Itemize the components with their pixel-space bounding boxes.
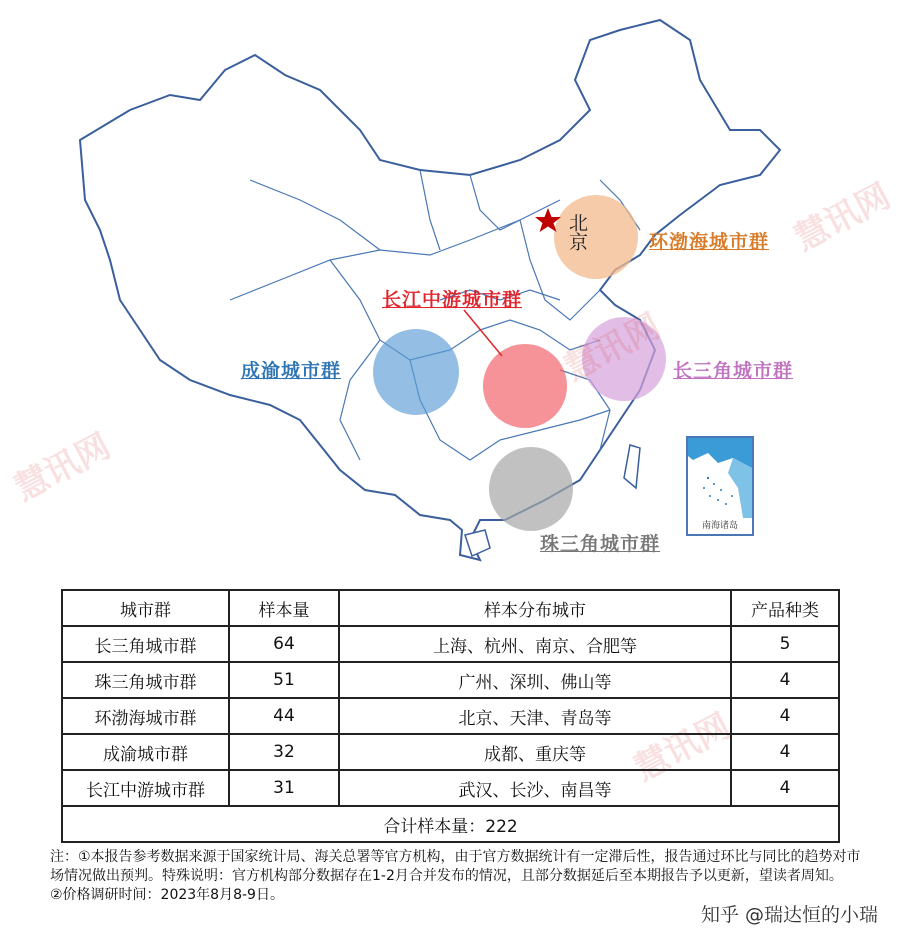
inset-label: 南海诸岛 <box>701 521 738 531</box>
header-sample-size: 样本量 <box>229 590 339 626</box>
south-china-sea-inset <box>686 436 754 536</box>
table-total-row <box>62 806 839 842</box>
cell-cities: 武汉、长沙、南昌等 <box>339 770 731 806</box>
table-row <box>62 734 839 770</box>
cell-cluster: 环渤海城市群 <box>62 698 229 734</box>
cell-sample-size: 51 <box>229 662 339 698</box>
table-header-row <box>62 590 839 626</box>
taiwan-island <box>624 445 640 488</box>
table-row <box>62 626 839 662</box>
table-row <box>62 698 839 734</box>
watermark-3: 慧讯网 <box>628 705 738 790</box>
cluster-label-zhusanjiao: 珠三角城市群 <box>540 533 661 555</box>
cell-cluster: 珠三角城市群 <box>62 662 229 698</box>
cell-total: 合计样本量：222 <box>62 806 839 842</box>
cell-cluster: 长江中游城市群 <box>62 770 229 806</box>
watermark-1: 慧讯网 <box>8 425 118 510</box>
cell-sample-size: 31 <box>229 770 339 806</box>
header-cities: 样本分布城市 <box>339 590 731 626</box>
sample-table <box>61 589 840 843</box>
cluster-label-changjiang-zhongyou: 长江中游城市群 <box>382 289 523 311</box>
cell-cities: 成都、重庆等 <box>339 734 731 770</box>
cell-sample-size: 44 <box>229 698 339 734</box>
cluster-circle-changsanjiao <box>582 317 666 401</box>
cell-product-types: 4 <box>731 698 839 734</box>
cell-cities: 上海、杭州、南京、合肥等 <box>339 626 731 662</box>
cluster-circle-zhusanjiao <box>489 447 573 531</box>
cell-cluster: 长三角城市群 <box>62 626 229 662</box>
table-row <box>62 662 839 698</box>
cell-cluster: 成渝城市群 <box>62 734 229 770</box>
cell-product-types: 4 <box>731 770 839 806</box>
cluster-circle-changjiang-zhongyou <box>483 344 567 428</box>
header-cluster: 城市群 <box>62 590 229 626</box>
cell-sample-size: 64 <box>229 626 339 662</box>
inset-map-svg <box>688 438 752 518</box>
watermark-4: 慧讯网 <box>788 175 898 260</box>
cell-cities: 北京、天津、青岛等 <box>339 698 731 734</box>
header-product-types: 产品种类 <box>731 590 839 626</box>
footnotes <box>50 848 870 905</box>
footnote-1: 注：①本报告参考数据来源于国家统计局、海关总署等官方机构，由于官方数据统计有一定滞后性，报告通过环比与同比的趋势对市场情况做出预判。特殊说明：官方机构部分数据存在1-2月合并发布的情况，且部分数据延后至本期报告予以更新，望读者周知。 <box>50 849 861 884</box>
cluster-label-chengyu: 成渝城市群 <box>241 360 342 382</box>
cluster-label-huanbohai: 环渤海城市群 <box>649 231 770 253</box>
cluster-label-changsanjiao: 长三角城市群 <box>673 360 794 382</box>
cell-product-types: 5 <box>731 626 839 662</box>
cell-sample-size: 32 <box>229 734 339 770</box>
capital-label: 北京 <box>566 213 588 251</box>
source-credit: 知乎 @瑞达恒的小瑞 <box>700 904 878 926</box>
cell-product-types: 4 <box>731 734 839 770</box>
footnote-2: ②价格调研时间：2023年8月8-9日。 <box>50 887 284 903</box>
table-row <box>62 770 839 806</box>
cluster-circle-chengyu <box>373 329 459 415</box>
cell-cities: 广州、深圳、佛山等 <box>339 662 731 698</box>
cell-product-types: 4 <box>731 662 839 698</box>
